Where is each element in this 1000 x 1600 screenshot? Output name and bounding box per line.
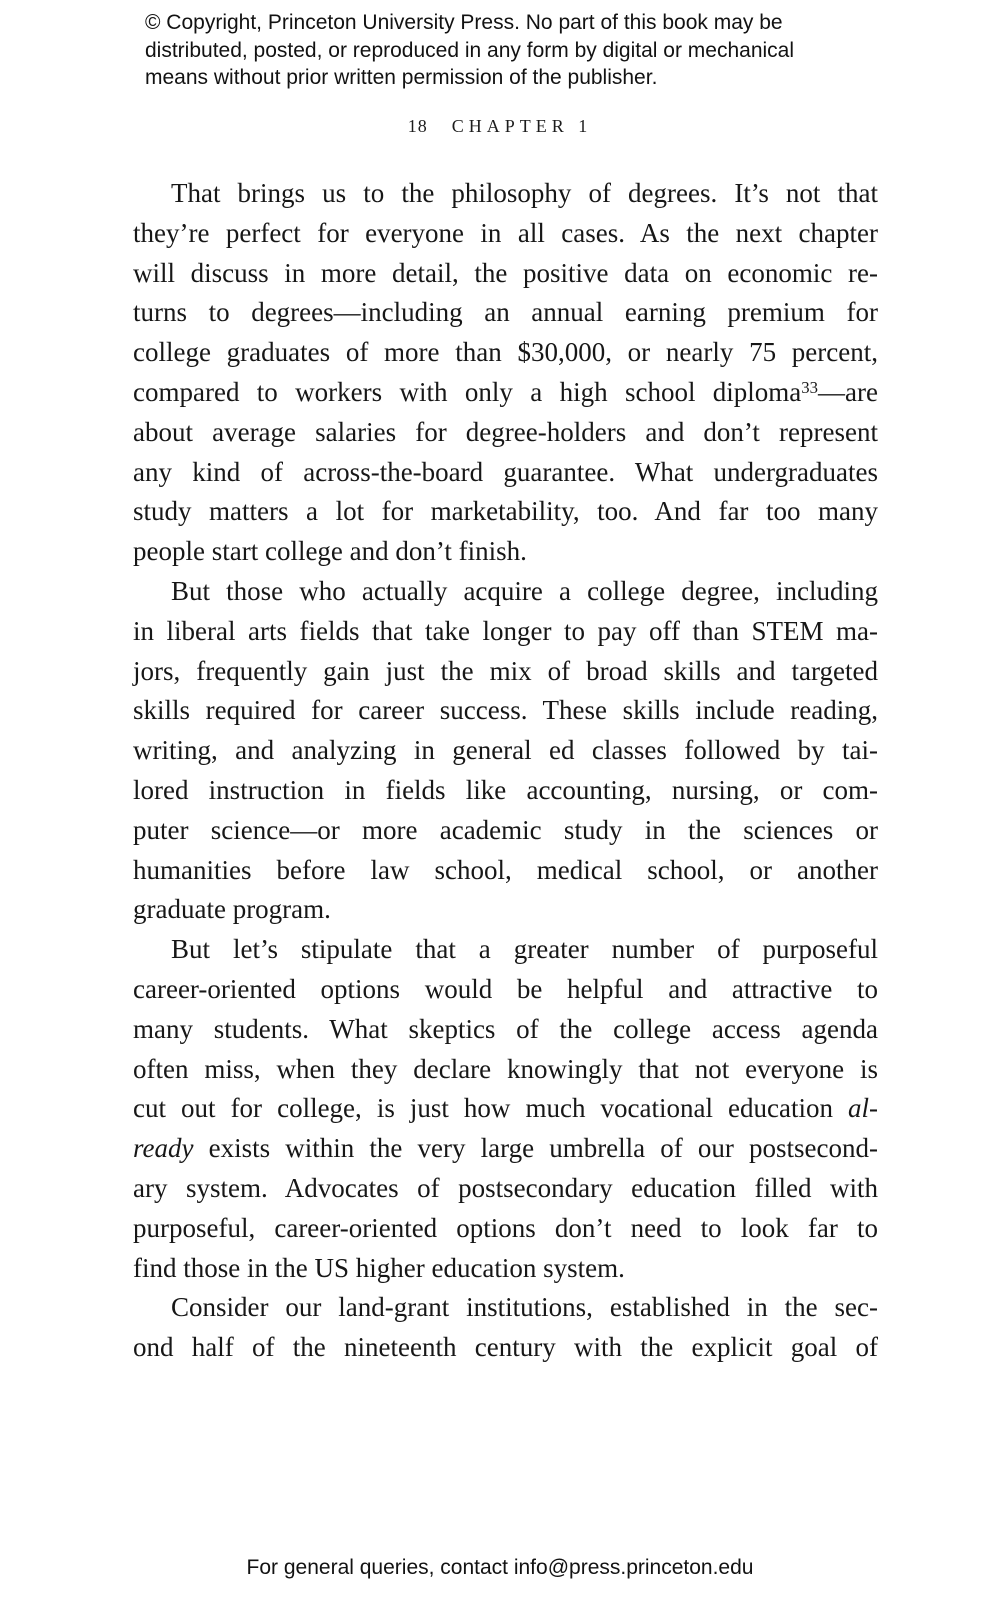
footer-contact: For general queries, contact info@press.princeton.edu [246, 1556, 754, 1579]
text-line: But let’s stipulate that a greater number of purposeful [171, 934, 878, 965]
text-line: ond half of the nineteenth century with the explicit goal of [133, 1332, 878, 1363]
text-line: in liberal arts fields that take longer to pay off than STEM ma- [133, 615, 878, 646]
page-number: 18 [407, 116, 428, 136]
text-line: will discuss in more detail, the positive data on economic re- [133, 257, 878, 288]
text-line: college graduates of more than $30,000, or nearly 75 percent, [133, 337, 878, 368]
text-line: writing, and analyzing in general ed classes followed by tai- [133, 735, 878, 766]
text-line: purposeful, career-oriented options don’t need to look far to [133, 1212, 878, 1243]
text-line: they’re perfect for everyone in all cases. As the next chapter [133, 217, 878, 248]
text-line: ready exists within the very large umbrella of our postsecond- [133, 1133, 878, 1164]
text-line: many students. What skeptics of the college access agenda [133, 1013, 878, 1044]
text-line: any kind of across-the-board guarantee. What undergraduates [133, 456, 878, 487]
copyright-line: means without prior written permission of the publisher. [145, 66, 658, 89]
text-line: But those who actually acquire a college degree, including [171, 575, 878, 606]
text-line: find those in the US higher education system. [133, 1252, 625, 1283]
text-line: humanities before law school, medical school, or another [133, 854, 878, 885]
text-line: often miss, when they declare knowingly that not everyone is [133, 1053, 878, 1084]
copyright-notice [145, 9, 794, 92]
text-line: skills required for career success. These skills include reading, [133, 695, 878, 726]
chapter-label: CHAPTER 1 [451, 116, 593, 136]
text-line: jors, frequently gain just the mix of broad skills and targeted [133, 655, 878, 686]
text-line: study matters a lot for marketability, too. And far too many [133, 496, 878, 527]
text-line: ary system. Advocates of postsecondary education filled with [133, 1172, 878, 1203]
body-text [133, 174, 878, 1368]
text-line: lored instruction in fields like accounting, nursing, or com- [133, 774, 878, 805]
running-head [0, 116, 1000, 137]
text-line: That brings us to the philosophy of degrees. It’s not that [171, 178, 878, 208]
footnote-reference: 33 [801, 377, 819, 397]
text-line: Consider our land-grant institutions, established in the sec- [171, 1292, 878, 1323]
copyright-line: distributed, posted, or reproduced in any form by digital or mechanical [145, 38, 795, 62]
text-line: compared to workers with only a high school diploma$^{33}$—are [133, 376, 878, 407]
text-line: puter science—or more academic study in the sciences or [133, 814, 878, 845]
text-line: turns to degrees—including an annual earning premium for [133, 297, 878, 328]
text-line: people start college and don’t finish. [133, 536, 527, 567]
copyright-line: © Copyright, Princeton University Press. No part of this book may be [145, 11, 783, 34]
text-line: about average salaries for degree-holders and don’t represent [133, 416, 878, 447]
text-line: cut out for college, is just how much vocational education al- [133, 1093, 878, 1124]
text-line: graduate program. [133, 894, 331, 925]
text-line: career-oriented options would be helpful and attractive to [133, 973, 878, 1004]
